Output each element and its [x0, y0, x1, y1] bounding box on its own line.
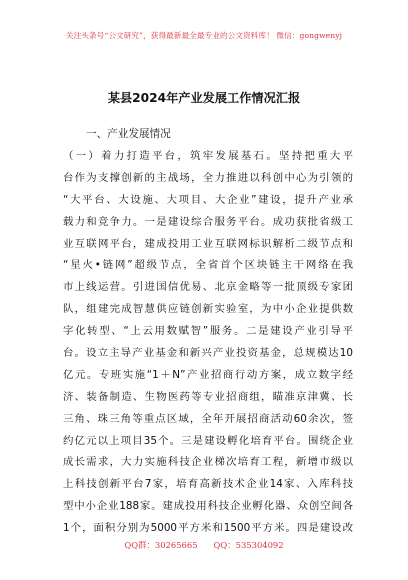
- body-line: （一）着力打造平台，筑牢发展基石。坚持把重大平: [63, 150, 353, 162]
- footer-qq-value: 535304092: [235, 540, 284, 550]
- footer-qq-label: QQ：: [213, 540, 236, 550]
- body-line: 亿元。专班实施“1＋N”产业招商行动方案，成立数字经: [63, 368, 353, 381]
- body-line: “大平台、大设施、大项目、大企业”建设，提升产业承: [63, 193, 353, 206]
- body-line: 字化转型、“上云用数赋智”服务。二是建设产业引导平: [63, 325, 353, 338]
- body-line: 台。设立主导产业基金和新兴产业投资基金，总规模达10: [63, 347, 353, 360]
- body-line: 台作为支撑创新的主战场，全力推进以科创中心为引领的: [63, 171, 353, 184]
- body-line: 队，组建完成智慧供应链创新实验室，为中小企业提供数: [63, 303, 353, 316]
- body-line: 约亿元以上项目35个。三是建设孵化培育平台。围绕企业: [63, 434, 353, 447]
- body-line: 载力和竞争力。一是建设综合服务平台。成功获批省级工: [63, 215, 353, 228]
- body-line: 业互联网平台，建成投用工业互联网标识解析二级节点和: [63, 237, 353, 250]
- body-line: 济、装备制造、生物医药等专业招商组，瞄准京津冀、长: [63, 390, 353, 403]
- body-line: 型中小企业188家。建成投用科技企业孵化器、众创空间各: [63, 500, 353, 513]
- footer-contact: [0, 539, 408, 551]
- header-note: 关注头条号“公文研究”，获得最新最全最专业的公文资料库！ 微信：gongwenyj: [65, 31, 343, 40]
- body-line: 上科技创新平台7家，培育高新技术企业14家、入库科技: [63, 478, 353, 491]
- section-heading: 一、产业发展情况: [86, 128, 171, 140]
- footer-qq-group-label: QQ群：: [124, 540, 155, 550]
- body-line: 成长需求，大力实施科技企业梯次培育工程，新增市级以: [63, 456, 353, 469]
- body-line: 三角、珠三角等重点区域，全年开展招商活动60余次，签: [63, 412, 353, 425]
- body-line: 1个，面积分别为5000平方米和1500平方米。四是建设改: [63, 522, 353, 535]
- body-line: “星火•链网”超级节点，全省首个区块链主干网络在我: [63, 259, 353, 272]
- footer-qq-group-value: 30265665: [154, 540, 198, 550]
- body-paragraph: [63, 146, 353, 540]
- document-title: 某县2024年产业发展工作情况汇报: [107, 91, 301, 105]
- body-line: 市上线运营。引进国信优易、北京金略等一批顶级专家团: [63, 281, 353, 294]
